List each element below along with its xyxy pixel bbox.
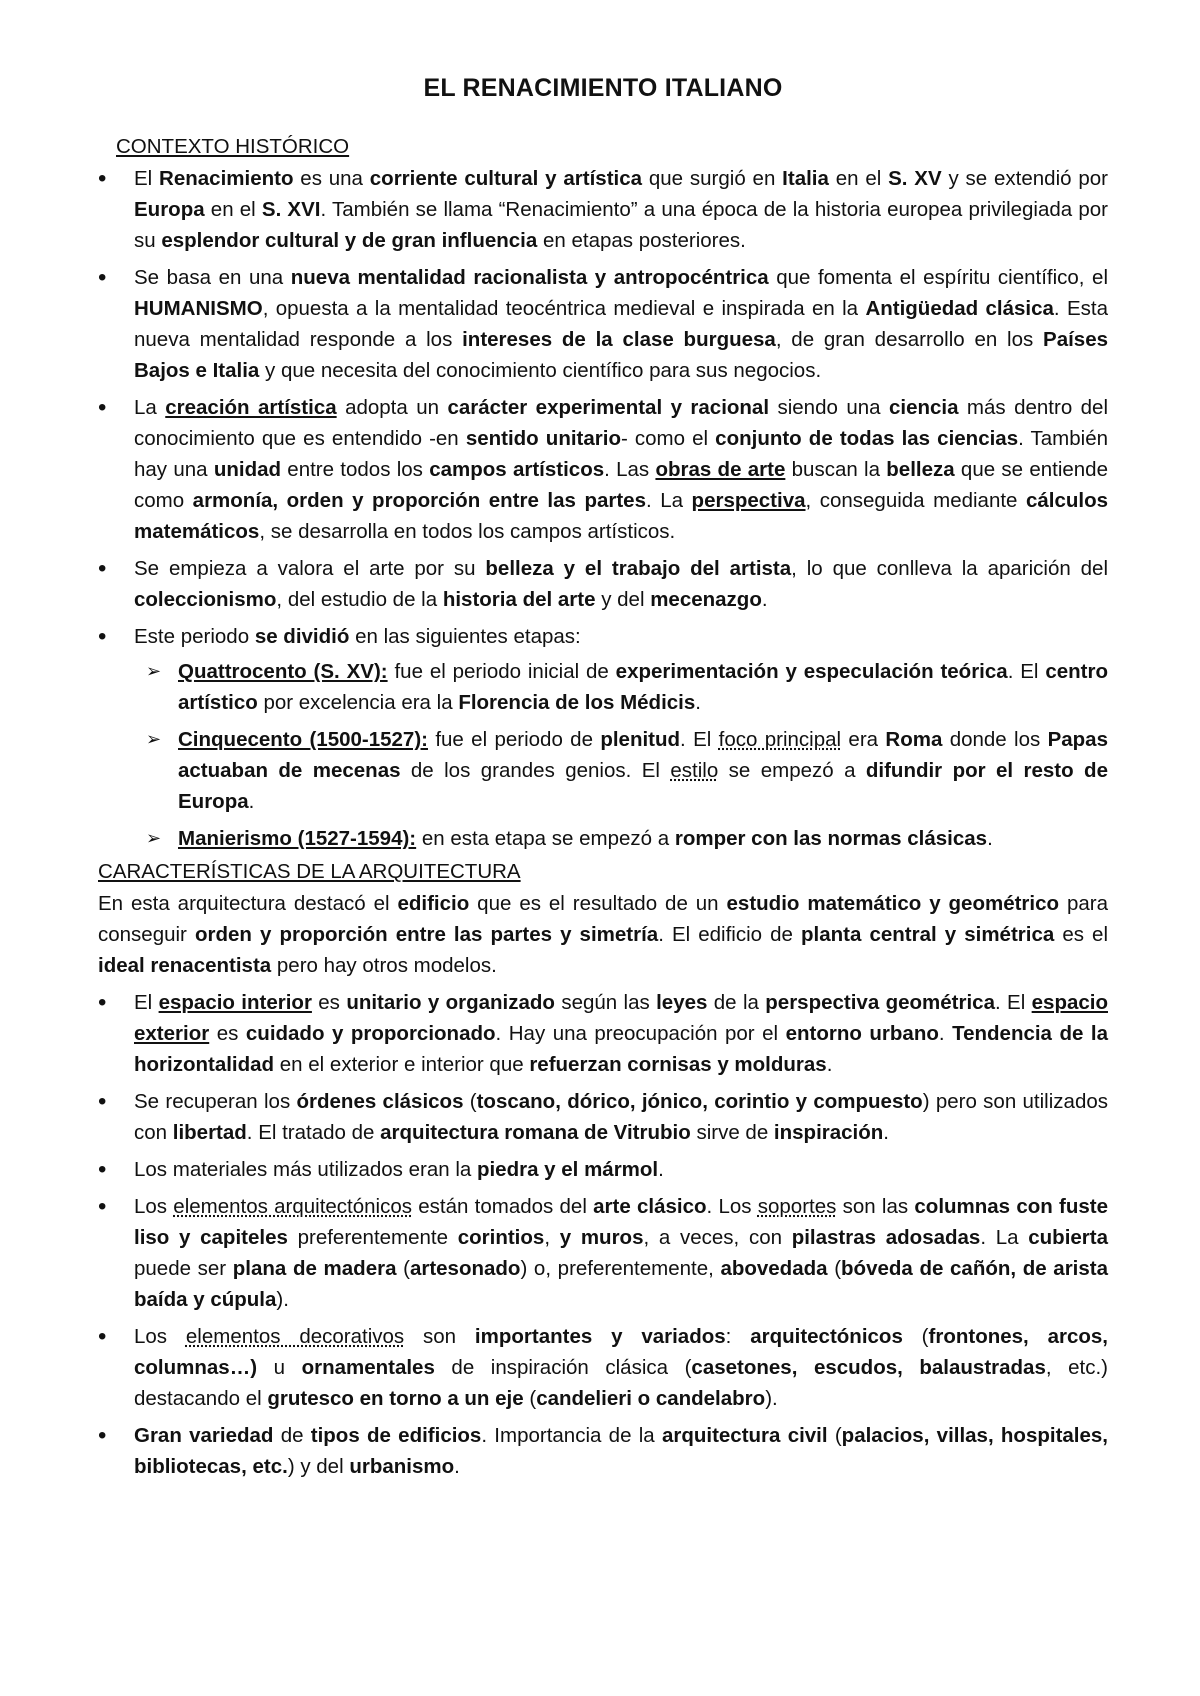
arrow-bullet-icon: ➢ [146, 661, 162, 681]
arquitectura-intro: En esta arquitectura destacó el edificio que es el resultado de un estudio matemático y geométrico para conseguir orden y proporción entre las partes y simetría. El edificio de planta central y simétrica es el ideal renacentista pero hay otros modelos. [98, 892, 1108, 977]
list-item: • Este periodo se dividió en las siguientes etapas: ➢ Quattrocento (S. XV): fue el periodo inicial de experimentación y especulación teórica. El centro artístico por excelencia era la Florencia de los Médicis. ➢ Cinquecento (1500-1527): fue el periodo de plenitud. El foco principal era Roma donde los Papas actuaban de mecenas de los grandes genios. El estilo se empezó a difundir por el resto de Europa. ➢ Manierismo (1527-1594): en esta etapa se empezó a romper con las normas clásicas. [98, 621, 1108, 854]
page-title: EL RENACIMIENTO ITALIANO [423, 74, 783, 102]
contexto-list [98, 163, 1108, 854]
list-item: • Gran variedad de tipos de edificios. Importancia de la arquitectura civil (palacios, villas, hospitales, bibliotecas, etc.) y del urbanismo. [98, 1420, 1108, 1482]
list-item: • Se basa en una nueva mentalidad racionalista y antropocéntrica que fomenta el espíritu científico, el HUMANISMO, opuesta a la mentalidad teocéntrica medieval e inspirada en la Antigüedad clásica. Esta nueva mentalidad responde a los intereses de la clase burguesa, de gran desarrollo en los Países Bajos e Italia y que necesita del conocimiento científico para sus negocios. [98, 262, 1108, 386]
sub-list-item: ➢ Quattrocento (S. XV): fue el periodo inicial de experimentación y especulación teórica. El centro artístico por excelencia era la Florencia de los Médicis. [126, 656, 1108, 718]
arrow-bullet-icon: ➢ [146, 729, 162, 749]
list-item: • Los elementos arquitectónicos están tomados del arte clásico. Los soportes son las columnas con fuste liso y capiteles preferentemente corintios, y muros, a veces, con pilastras adosadas. La cubierta puede ser plana de madera (artesonado) o, preferentemente, abovedada (bóveda de cañón, de arista baída y cúpula). [98, 1191, 1108, 1315]
sub-list-item: ➢ Cinquecento (1500-1527): fue el periodo de plenitud. El foco principal era Roma donde los Papas actuaban de mecenas de los grandes genios. El estilo se empezó a difundir por el resto de Europa. [126, 724, 1108, 817]
document-page [98, 60, 1108, 1488]
list-item: • Se empieza a valora el arte por su belleza y el trabajo del artista, lo que conlleva la aparición del coleccionismo, del estudio de la historia del arte y del mecenazgo. [98, 553, 1108, 615]
arrow-bullet-icon: ➢ [146, 828, 162, 848]
section-heading-arquitectura: CARACTERÍSTICAS DE LA ARQUITECTURA [98, 860, 521, 883]
list-item: • La creación artística adopta un carácter experimental y racional siendo una ciencia más dentro del conocimiento que es entendido -en sentido unitario- como el conjunto de todas las ciencias. También hay una unidad entre todos los campos artísticos. Las obras de arte buscan la belleza que se entiende como armonía, orden y proporción entre las partes. La perspectiva, conseguida mediante cálculos matemáticos, se desarrolla en todos los campos artísticos. [98, 392, 1108, 547]
list-item: • Los elementos decorativos son importantes y variados: arquitectónicos (frontones, arcos, columnas…) u ornamentales de inspiración clásica (casetones, escudos, balaustradas, etc.) destacando el grutesco en torno a un eje (candelieri o candelabro). [98, 1321, 1108, 1414]
list-item: • El espacio interior es unitario y organizado según las leyes de la perspectiva geométrica. El espacio exterior es cuidado y proporcionado. Hay una preocupación por el entorno urbano. Tendencia de la horizontalidad en el exterior e interior que refuerzan cornisas y molduras. [98, 987, 1108, 1080]
list-item: • Los materiales más utilizados eran la piedra y el mármol. [98, 1154, 1108, 1185]
list-item: • El Renacimiento es una corriente cultural y artística que surgió en Italia en el S. XV y se extendió por Europa en el S. XVI. También se llama “Renacimiento” a una época de la historia europea privilegiada por su esplendor cultural y de gran influencia en etapas posteriores. [98, 163, 1108, 256]
etapas-list [134, 656, 1108, 854]
list-item: • Se recuperan los órdenes clásicos (toscano, dórico, jónico, corintio y compuesto) pero son utilizados con libertad. El tratado de arquitectura romana de Vitrubio sirve de inspiración. [98, 1086, 1108, 1148]
section-heading-contexto: CONTEXTO HISTÓRICO [116, 135, 350, 158]
arquitectura-list [98, 987, 1108, 1482]
sub-list-item: ➢ Manierismo (1527-1594): en esta etapa se empezó a romper con las normas clásicas. [126, 823, 1108, 854]
